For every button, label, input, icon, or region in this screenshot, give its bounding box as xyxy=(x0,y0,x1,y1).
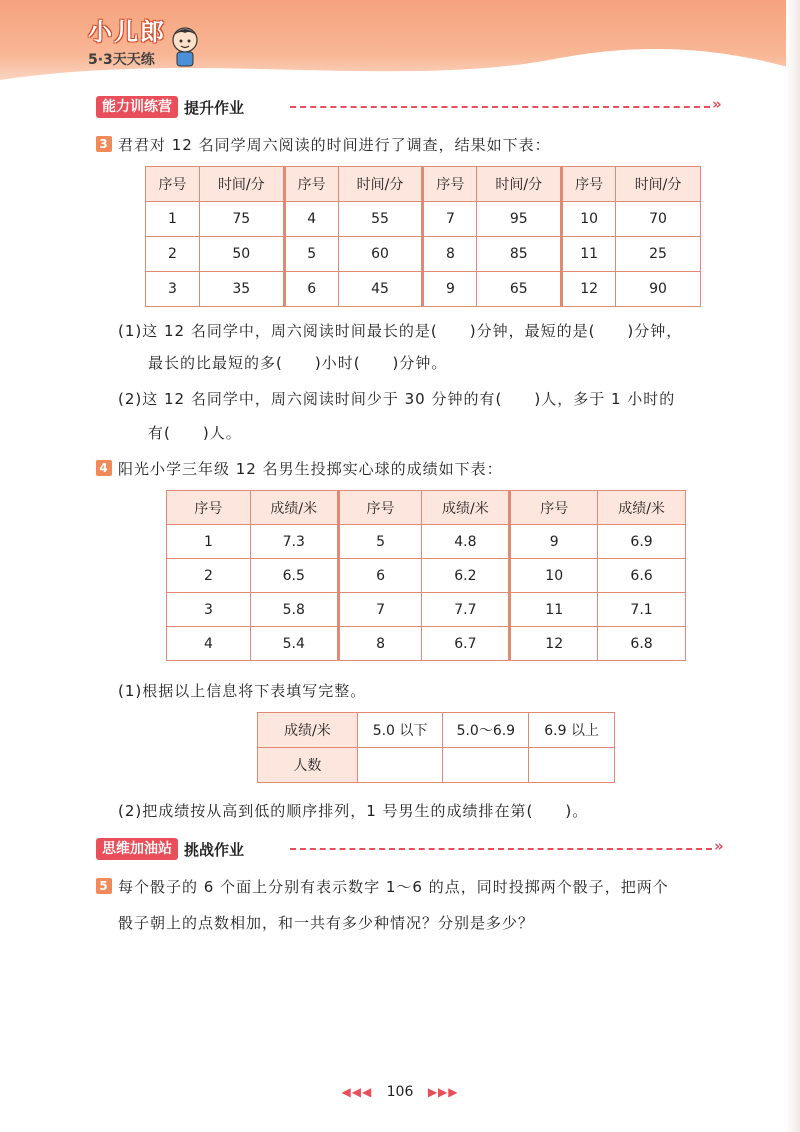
shot-put-table xyxy=(166,490,686,661)
q4-part1: (1)根据以上信息将下表填写完整。 xyxy=(118,682,367,700)
table-row xyxy=(167,593,686,627)
page-edge-shadow xyxy=(786,0,800,1132)
question-number: 5 xyxy=(96,878,112,894)
table-header: 时间/分 xyxy=(616,167,701,202)
reading-time-table xyxy=(145,166,701,307)
header-band xyxy=(0,0,800,92)
table-cell: 25 xyxy=(616,237,701,272)
table-header: 时间/分 xyxy=(199,167,284,202)
answer-cell[interactable] xyxy=(529,748,615,783)
table-cell: 8 xyxy=(338,627,422,661)
table-header: 序号 xyxy=(423,167,477,202)
table-cell: 2 xyxy=(146,237,200,272)
answer-cell[interactable] xyxy=(443,748,529,783)
banner-chevron-icon: » xyxy=(712,95,722,113)
page-number: 106 xyxy=(386,1084,414,1100)
brand-logo xyxy=(88,12,166,69)
question-3 xyxy=(96,134,551,155)
table-header: 成绩/米 xyxy=(598,491,686,525)
table-row xyxy=(167,627,686,661)
table-cell: 5 xyxy=(338,525,422,559)
table-header-row xyxy=(167,491,686,525)
table-cell: 1 xyxy=(146,202,200,237)
table-cell: 2 xyxy=(167,559,251,593)
table-cell: 5.0 以下 xyxy=(357,713,443,748)
q3-part1-line2: 最长的比最短的多( )小时( )分钟。 xyxy=(148,354,448,372)
table-row xyxy=(167,559,686,593)
table-cell: 7.7 xyxy=(422,593,510,627)
table-cell: 12 xyxy=(562,272,616,307)
table-row xyxy=(146,237,701,272)
table-header: 人数 xyxy=(258,748,358,783)
q3-part2-line2: 有( )人。 xyxy=(148,424,242,442)
table-cell: 6.8 xyxy=(598,627,686,661)
table-cell: 7 xyxy=(338,593,422,627)
question-number: 4 xyxy=(96,460,112,476)
table-cell: 6 xyxy=(284,272,338,307)
table-header: 序号 xyxy=(167,491,251,525)
table-header: 序号 xyxy=(146,167,200,202)
table-cell: 90 xyxy=(616,272,701,307)
brand-name: 小儿郎 xyxy=(88,18,166,46)
table-row xyxy=(146,272,701,307)
question-text: 君君对 12 名同学周六阅读的时间进行了调查，结果如下表： xyxy=(118,136,551,154)
table-cell: 7.1 xyxy=(598,593,686,627)
question-number: 3 xyxy=(96,136,112,152)
table-row xyxy=(167,525,686,559)
page-footer xyxy=(0,1084,800,1100)
table-cell: 6.6 xyxy=(598,559,686,593)
banner-chevron-icon: » xyxy=(714,837,724,855)
section-tag: 思维加油站 xyxy=(96,838,178,860)
table-cell: 8 xyxy=(423,237,477,272)
table-cell: 50 xyxy=(199,237,284,272)
table-header: 序号 xyxy=(338,491,422,525)
table-header: 成绩/米 xyxy=(250,491,338,525)
question-text-line1: 每个骰子的 6 个面上分别有表示数字 1～6 的点，同时投掷两个骰子，把两个 xyxy=(118,878,669,896)
question-text: 阳光小学三年级 12 名男生投掷实心球的成绩如下表： xyxy=(118,460,503,478)
q3-part2-line1: (2)这 12 名同学中，周六阅读时间少于 30 分钟的有( )人，多于 1 小时的 xyxy=(118,390,676,408)
table-row xyxy=(258,748,615,783)
section-title: 提升作业 xyxy=(184,98,245,117)
answer-cell[interactable] xyxy=(357,748,443,783)
table-header-row xyxy=(146,167,701,202)
table-cell: 3 xyxy=(167,593,251,627)
table-cell: 10 xyxy=(510,559,598,593)
table-cell: 85 xyxy=(477,237,562,272)
table-cell: 11 xyxy=(562,237,616,272)
section-tag: 能力训练营 xyxy=(96,96,178,118)
table-header: 成绩/米 xyxy=(422,491,510,525)
table-cell: 3 xyxy=(146,272,200,307)
table-cell: 35 xyxy=(199,272,284,307)
section-banner-2 xyxy=(96,838,244,860)
q3-part1-line1: (1)这 12 名同学中，周六阅读时间最长的是( )分钟，最短的是( )分钟， xyxy=(118,322,683,340)
grade-count-table xyxy=(257,712,615,783)
banner-dash-line xyxy=(290,106,710,108)
section-title: 挑战作业 xyxy=(184,840,245,859)
table-header: 序号 xyxy=(284,167,338,202)
table-cell: 11 xyxy=(510,593,598,627)
table-row xyxy=(258,713,615,748)
table-cell: 7 xyxy=(423,202,477,237)
table-cell: 4.8 xyxy=(422,525,510,559)
banner-dash-line xyxy=(290,848,712,850)
table-cell: 5 xyxy=(284,237,338,272)
table-cell: 65 xyxy=(477,272,562,307)
table-cell: 55 xyxy=(338,202,423,237)
table-cell: 5.8 xyxy=(250,593,338,627)
mascot-icon xyxy=(168,24,202,68)
table-header: 序号 xyxy=(562,167,616,202)
question-text-line2: 骰子朝上的点数相加，和一共有多少种情况？分别是多少？ xyxy=(118,914,535,932)
table-header: 成绩/米 xyxy=(258,713,358,748)
table-cell: 9 xyxy=(510,525,598,559)
table-cell: 6 xyxy=(338,559,422,593)
table-cell: 95 xyxy=(477,202,562,237)
table-cell: 4 xyxy=(167,627,251,661)
table-header: 时间/分 xyxy=(338,167,423,202)
question-4 xyxy=(96,458,503,479)
table-cell: 5.0～6.9 xyxy=(443,713,529,748)
table-cell: 70 xyxy=(616,202,701,237)
table-cell: 7.3 xyxy=(250,525,338,559)
table-cell: 60 xyxy=(338,237,423,272)
table-cell: 4 xyxy=(284,202,338,237)
table-cell: 9 xyxy=(423,272,477,307)
table-cell: 1 xyxy=(167,525,251,559)
table-cell: 12 xyxy=(510,627,598,661)
q4-part2: (2)把成绩按从高到低的顺序排列，1 号男生的成绩排在第( )。 xyxy=(118,802,589,820)
table-header: 序号 xyxy=(510,491,598,525)
table-cell: 5.4 xyxy=(250,627,338,661)
table-cell: 45 xyxy=(338,272,423,307)
table-cell: 75 xyxy=(199,202,284,237)
brand-sub: 5·3天天练 xyxy=(88,52,155,68)
footer-left-arrows: ◀◀◀ xyxy=(341,1085,373,1099)
section-banner-1 xyxy=(96,96,244,118)
table-cell: 10 xyxy=(562,202,616,237)
question-5 xyxy=(96,876,669,897)
table-cell: 6.5 xyxy=(250,559,338,593)
table-cell: 6.2 xyxy=(422,559,510,593)
table-cell: 6.9 xyxy=(598,525,686,559)
table-cell: 6.9 以上 xyxy=(529,713,615,748)
table-header: 时间/分 xyxy=(477,167,562,202)
footer-right-arrows: ▶▶▶ xyxy=(427,1085,459,1099)
table-row xyxy=(146,202,701,237)
table-cell: 6.7 xyxy=(422,627,510,661)
